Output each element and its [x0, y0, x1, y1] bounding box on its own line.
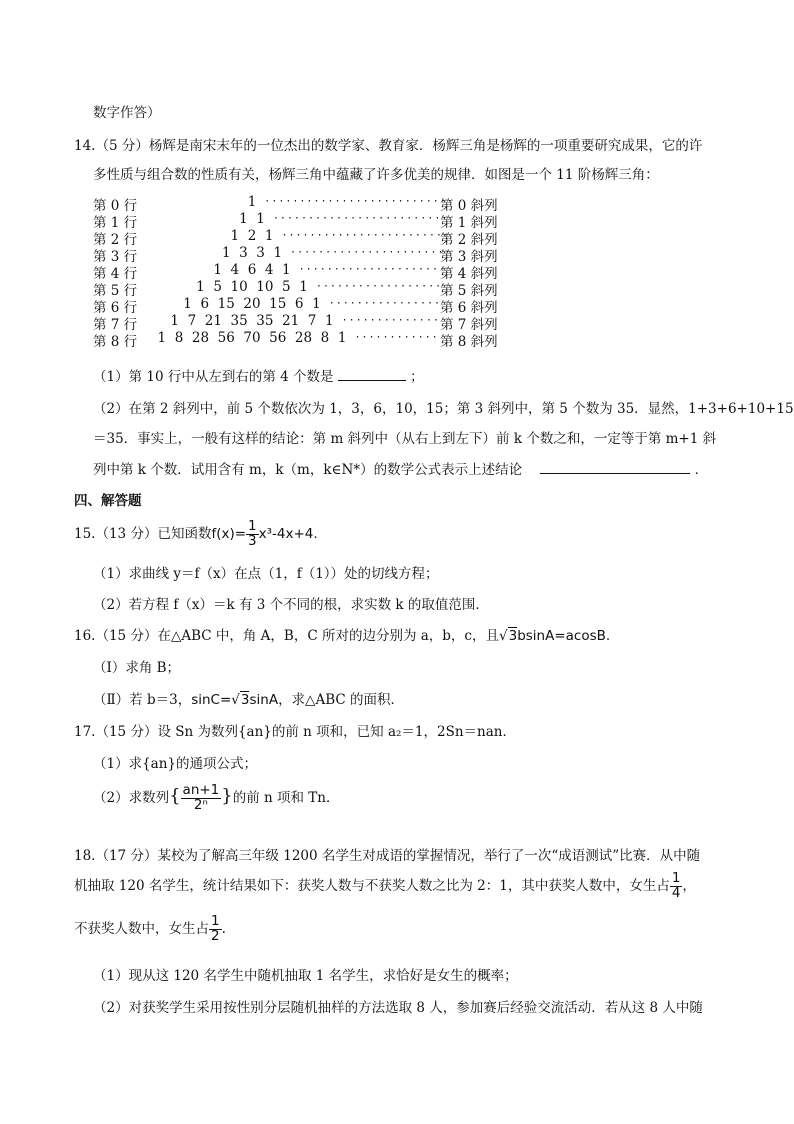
triangle-row-leader: ····················· [298, 264, 447, 275]
triangle-diagonal-label: 第 3 斜列 [440, 249, 498, 265]
q14-part1-text: （1）第 10 行中从左到右的第 4 个数是 [93, 369, 334, 385]
triangle-row-numbers: 1 8 28 56 70 56 28 8 1 [157, 330, 347, 346]
q17-part2: （2）求数列{ $\frac{an+1}{\text{2ⁿ}}$ }的前 n 项和 Tn． [93, 782, 340, 813]
triangle-row-label: 第 4 行 [93, 266, 138, 282]
triangle-row-numbers: 1 3 3 1 [221, 245, 283, 261]
q17-fraction [181, 784, 222, 812]
q15-fx: f(x)= [211, 525, 247, 542]
q18-frac1-den: 4 [671, 884, 681, 901]
q18-frac2-num: 1 [211, 913, 220, 929]
q14-part1-end: ； [410, 369, 424, 385]
triangle-diagonal-label: 第 1 斜列 [440, 215, 498, 231]
triangle-row-leader: ·············· [341, 315, 440, 326]
q14-stem-line1: 14.（5 分）杨辉是南宋末年的一位杰出的数学家、教育家．杨辉三角是杨辉的一项重要研究成果，它的许 [74, 138, 703, 154]
q14-part1-blank[interactable] [338, 368, 406, 381]
q16-part2 [93, 688, 404, 708]
q14-part2-line3-text: 列中第 k 个数．试用含有 m，k（m，k∈N*）的数学公式表示上述结论 [93, 462, 523, 478]
q18-part1: （1）现从这 120 名学生中随机抽取 1 名学生，求恰好是女生的概率； [93, 968, 518, 984]
q18-line1: 18.（17 分）某校为了解高三年级 1200 名学生对成语的掌握情况，举行了一次“成语测试”比赛．从中随 [74, 848, 701, 864]
q14-part2-line2: ＝35．事实上，一般有这样的结论：第 m 斜列中（从右上到左下）前 k 个数之和，一定等于第 m+1 斜 [93, 431, 717, 447]
q16-part2-b: ，求△ABC 的面积． [278, 692, 404, 708]
triangle-row-numbers: 1 4 6 4 1 [213, 262, 291, 278]
triangle-row-leader: ·················· [315, 281, 443, 292]
q15-rest: x³-4x+4. [258, 525, 318, 542]
triangle-diagonal-label: 第 0 斜列 [440, 198, 498, 214]
q17-part2-b: 的前 n 项和 Tn． [232, 789, 340, 806]
q14-part1 [93, 365, 424, 385]
q16-part2-sqrt-value: 3 [240, 692, 250, 708]
q16-part2-a: （Ⅱ）若 b＝3， [93, 692, 192, 708]
q16-head: 16.（15 分）在△ABC 中，角 A，B，C 所对的边分别为 a，b，c，且 [74, 628, 499, 644]
q18-fraction-1 [670, 872, 683, 900]
triangle-row-leader: ················ [328, 298, 442, 309]
q18-line3 [74, 915, 226, 943]
q14-part2-blank[interactable] [540, 461, 690, 474]
triangle-diagonal-label: 第 6 斜列 [440, 300, 498, 316]
section-heading: 四、解答题 [74, 493, 142, 509]
q18-line3-end: . [221, 920, 226, 937]
q17-frac-den: 2ⁿ [181, 798, 222, 813]
q15-stem [74, 520, 318, 548]
triangle-row-label: 第 2 行 [93, 232, 138, 248]
triangle-row-numbers: 1 6 15 20 15 6 1 [183, 296, 321, 312]
triangle-row-label: 第 0 行 [93, 198, 138, 214]
q16-sqrt-sign: √ [499, 628, 508, 644]
triangle-diagonal-label: 第 2 斜列 [440, 232, 498, 248]
triangle-row-numbers: 1 2 1 [230, 228, 274, 244]
triangle-row-label: 第 3 行 [93, 249, 138, 265]
q16-stem [74, 624, 610, 644]
triangle-row-label: 第 5 行 [93, 283, 138, 299]
triangle-row-numbers: 1 5 10 10 5 1 [196, 279, 308, 295]
triangle-row-numbers: 1 [247, 194, 257, 210]
q16-expr: bsinA=acosB. [517, 628, 611, 644]
q17-frac-num: an+1 [182, 782, 220, 798]
triangle-row-label: 第 8 行 [93, 334, 138, 350]
q18-line2-end: ， [682, 877, 696, 894]
q15-frac-num: 1 [248, 518, 257, 534]
q15-fraction [246, 520, 259, 548]
yanghui-triangle [0, 194, 794, 354]
q16-sqrt-value: 3 [508, 628, 518, 644]
triangle-row-leader: ························ [281, 230, 450, 241]
q13-tail: 数字作答） [93, 105, 161, 121]
triangle-diagonal-label: 第 5 斜列 [440, 283, 498, 299]
q14-stem-line2: 多性质与组合数的性质有关，杨辉三角中蕴藏了许多优美的规律．如图是一个 11 阶杨辉三角： [93, 167, 659, 183]
triangle-row-label: 第 1 行 [93, 215, 138, 231]
q15-frac-den: 3 [248, 532, 257, 549]
q18-line3-text: 不获奖人数中，女生占 [74, 920, 209, 937]
triangle-row-numbers: 1 7 21 35 35 21 7 1 [170, 313, 334, 329]
q15-part1: （1）求曲线 y＝f（x）在点（1，f（1））处的切线方程； [93, 566, 439, 582]
triangle-row-label: 第 6 行 [93, 300, 138, 316]
triangle-row-leader: ······················· [290, 247, 452, 258]
q16-part2-expr-b: sinA [249, 692, 279, 708]
q14-part2-end: ． [694, 462, 709, 478]
triangle-diagonal-label: 第 4 斜列 [440, 266, 498, 282]
triangle-row-leader: ··························· [264, 196, 454, 207]
triangle-row-label: 第 7 行 [93, 317, 138, 333]
q17-part1: （1）求{an}的通项公式； [93, 756, 258, 772]
q15-head: 15.（13 分）已知函数 [74, 525, 212, 542]
triangle-diagonal-label: 第 8 斜列 [440, 334, 498, 350]
q18-frac1-num: 1 [671, 870, 681, 886]
q14-part2-line3 [93, 458, 708, 478]
q18-line2-text: 机抽取 120 名学生，统计结果如下：获奖人数与不获奖人数之比为 2：1，其中获奖人数中，女生占 [74, 877, 670, 894]
q16-part1: （Ⅰ）求角 B； [93, 660, 181, 676]
triangle-row-numbers: 1 1 [239, 211, 265, 227]
triangle-row-leader: ························· [272, 213, 449, 224]
q18-part2: （2）对获奖学生采用按性别分层随机抽样的方法选取 8 人，参加赛后经验交流活动．若从这 8 人中随 [93, 1000, 703, 1016]
q18-fraction-2 [209, 915, 222, 943]
q17-stem: 17.（15 分）设 Sn 为数列{an}的前 n 项和，已知 a₂＝1，2Sn＝nan． [74, 724, 516, 740]
q16-part2-sqrt-sign: √ [231, 692, 240, 708]
q17-part2-a: （2）求数列 [93, 789, 170, 806]
q18-frac2-den: 2 [211, 927, 220, 944]
triangle-diagonal-label: 第 7 斜列 [440, 317, 498, 333]
q18-line2 [74, 872, 696, 900]
q15-part2: （2）若方程 f（x）＝k 有 3 个不同的根，求实数 k 的取值范围． [93, 597, 489, 613]
q14-part2-line1: （2）在第 2 斜列中，前 5 个数依次为 1，3，6，10，15；第 3 斜列中，第 5 个数为 35．显然，1+3+6+10+15 [93, 401, 794, 417]
triangle-row-leader: ············ [354, 332, 439, 343]
q16-part2-expr-a: sinC= [191, 692, 232, 708]
